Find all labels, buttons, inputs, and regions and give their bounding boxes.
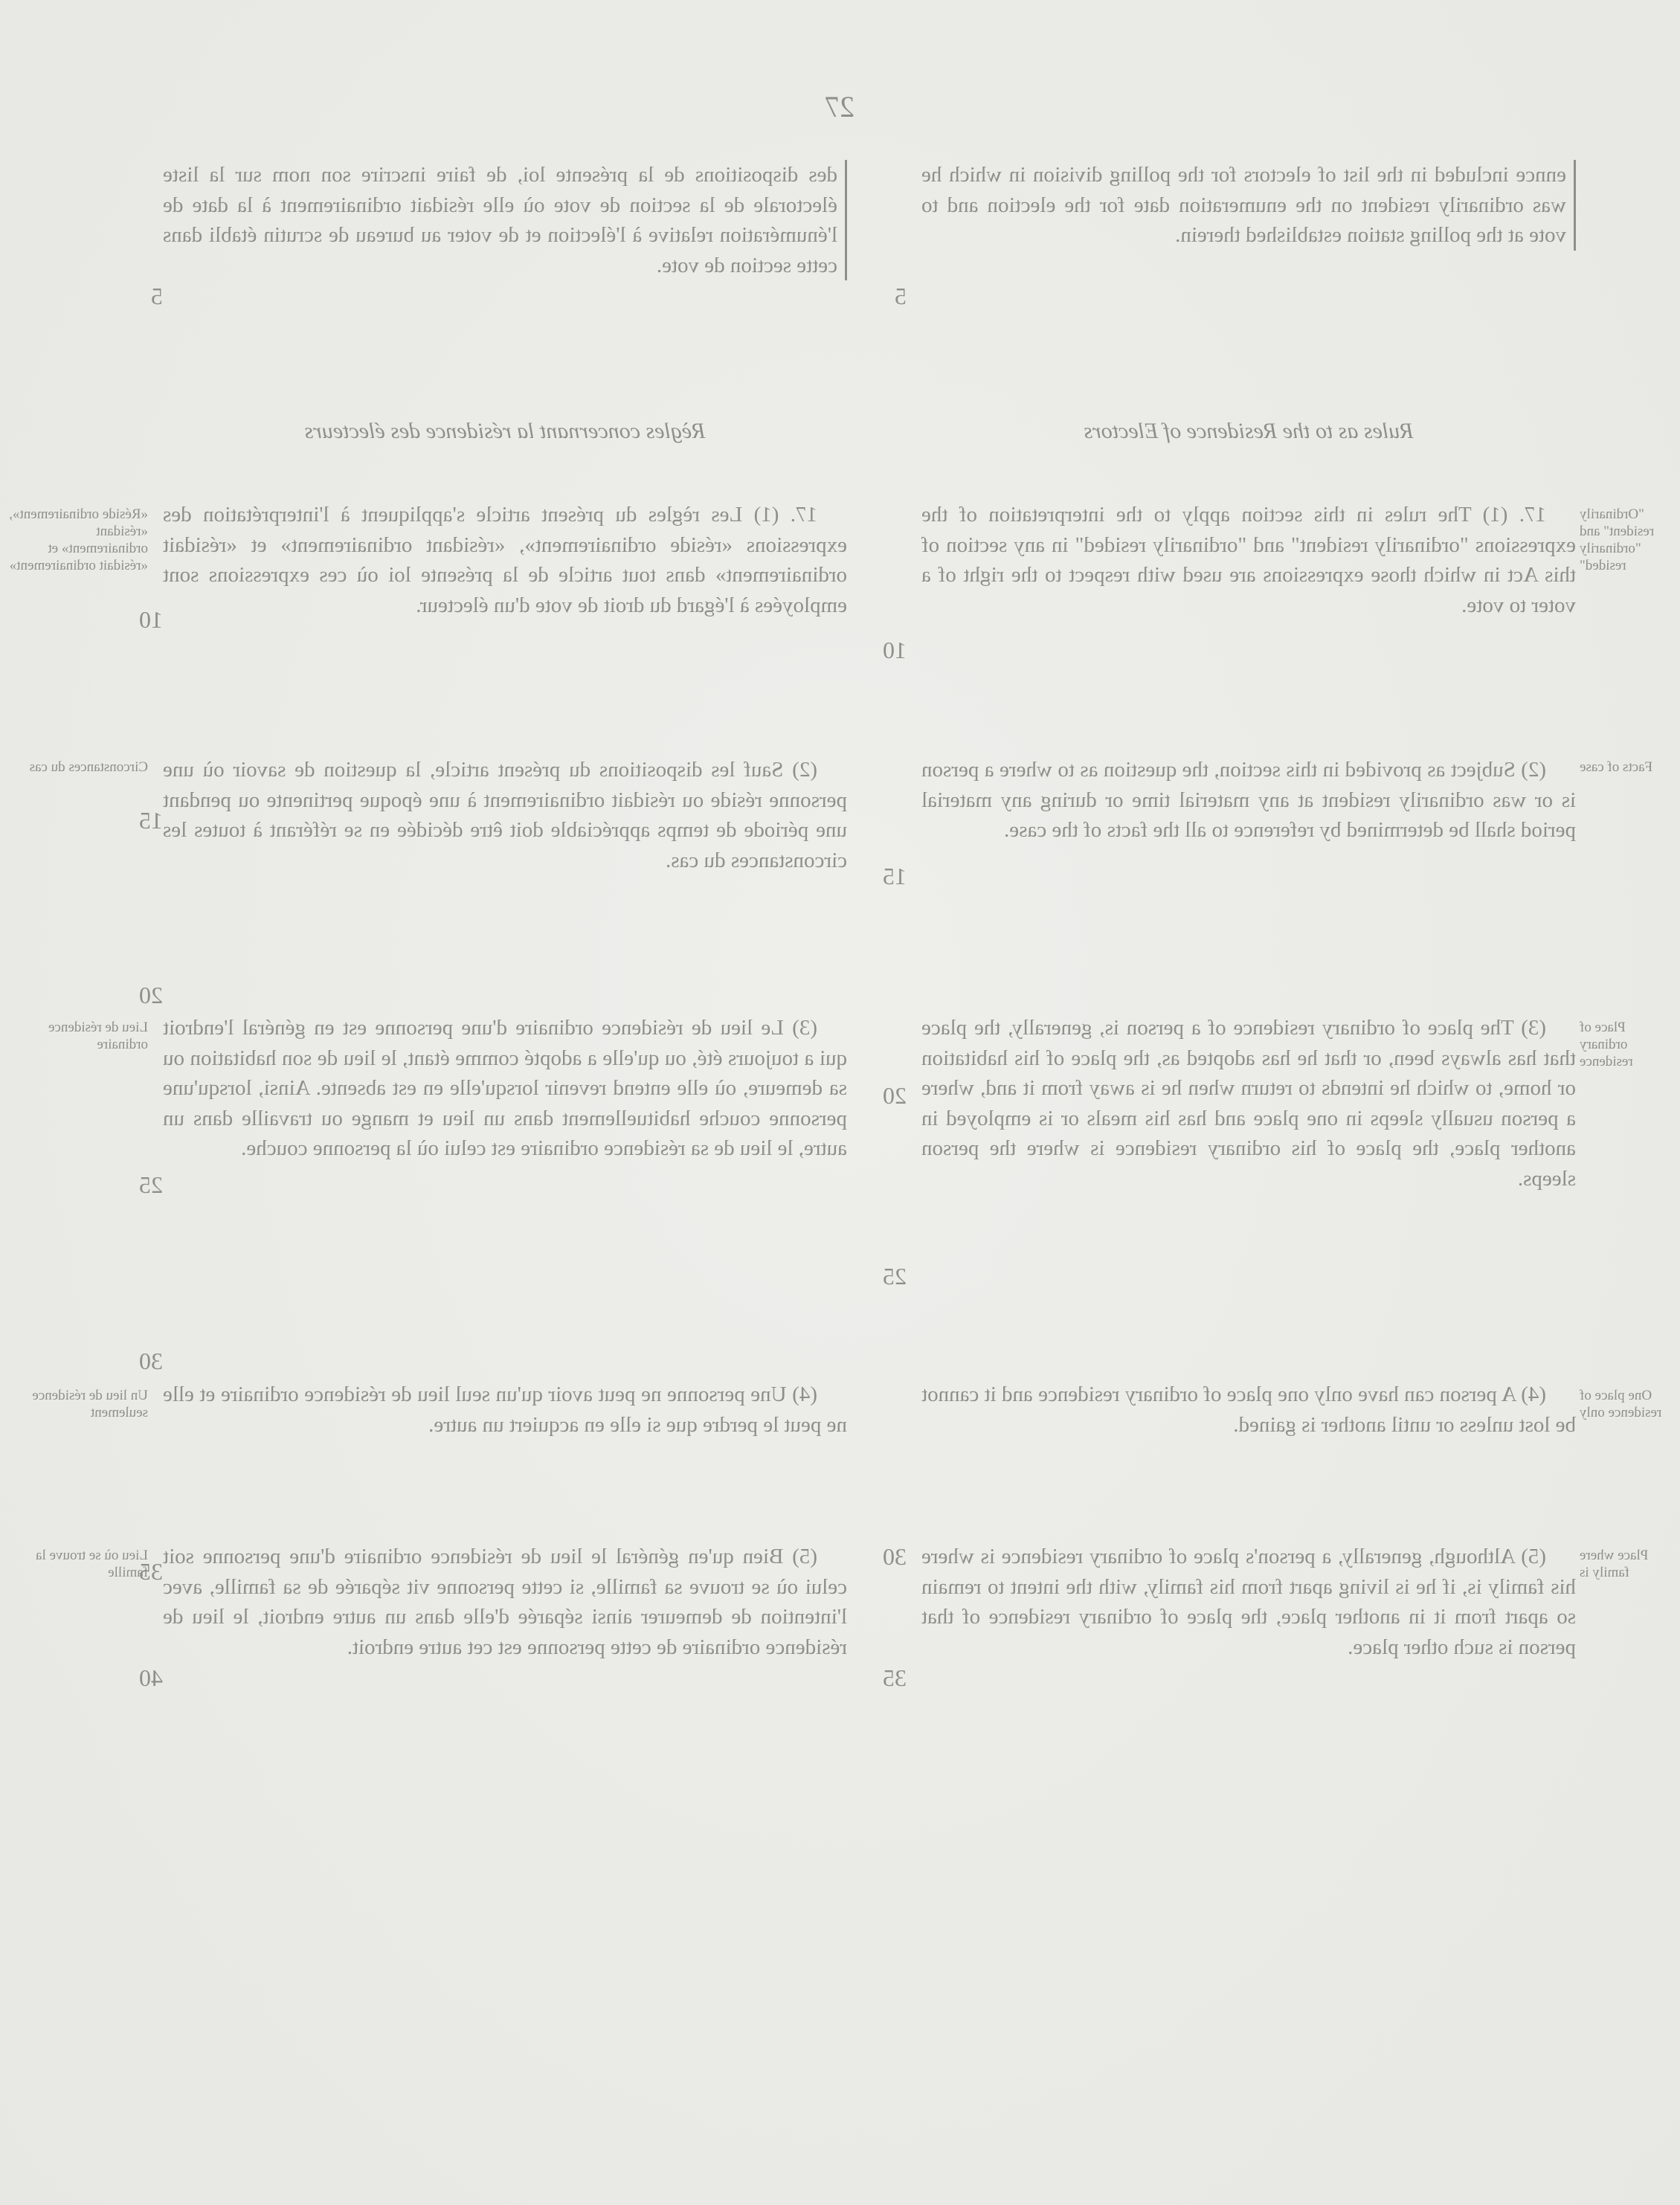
french-para-2-block bbox=[163, 755, 847, 875]
french-continuation-text: des dispositions de la présente loi, de faire inscrire son nom sur la liste électorale de la section de vote où elle résidait ordinairement à la date de l'énumération relative à l'élection et de voter au bureau de scrutin établi dans cette section de vote. bbox=[163, 160, 847, 280]
french-paragraph-1: 17. (1) Les règles du présent article s'appliquent à l'interprétation des expressions «réside ordinairement», «résidant ordinairement» et «résidait ordinairement» dans tout article de la présente loi où ces expressions sont employées à l'égard du droit de vote d'un électeur. bbox=[163, 503, 847, 617]
margin-note-fr-famille: Lieu où se trouve la famille bbox=[36, 1548, 148, 1580]
margin-note-fr-reside-ordinairement: «Réside ordinairement», «résidant ordinairement» et «résidait ordinairement» bbox=[9, 506, 148, 573]
english-paragraph-4: (4) A person can have only one place of ordinary residence and it cannot be lost unless or until another is gained. bbox=[921, 1382, 1576, 1437]
french-paragraph-4: (4) Une personne ne peut avoir qu'un seul lieu de résidence ordinaire et elle ne peut le perdre que si elle en acquiert un autre. bbox=[163, 1382, 847, 1437]
margin-note-fr-lieu-residence: Lieu de résidence ordinaire bbox=[48, 1020, 148, 1052]
line-number-en-35: 35 bbox=[883, 1664, 907, 1691]
margin-note-fr-un-lieu: Un lieu de résidence seulement bbox=[32, 1388, 148, 1420]
line-number-fr-15: 15 bbox=[139, 807, 163, 834]
english-para-2-block bbox=[921, 755, 1576, 846]
english-paragraph-5: (5) Although, generally, a person's place of ordinary residence is where his family is, if he is living apart from his family, with the intent to remain so apart from it in another place, the place of ordinary residence of that person is such other place. bbox=[921, 1545, 1576, 1659]
french-paragraph-5: (5) Bien qu'en général le lieu de résidence ordinaire d'une personne soit celui où se trouve sa famille, si cette personne vit séparée de sa famille, avec l'intention de demeurer ainsi séparée d'elle dans un autre endroit, le lieu de résidence ordinaire de cette personne est cet autre endroit. bbox=[163, 1545, 847, 1659]
page-number: 27 bbox=[825, 90, 855, 123]
english-continuation bbox=[921, 160, 1576, 251]
line-number-en-25: 25 bbox=[883, 1263, 907, 1290]
margin-note-en-place-of-residence: Place of ordinary residence bbox=[1580, 1020, 1633, 1069]
line-number-fr-25: 25 bbox=[139, 1171, 163, 1198]
margin-note-en-facts-of-case: Facts of case bbox=[1580, 759, 1653, 775]
english-para-5-block bbox=[921, 1542, 1576, 1662]
english-paragraph-3: (3) The place of ordinary residence of a person is, generally, the place that has always been, or that he has adopted as, the place of his habitation or home, to which he intends to return when he is away from it and, where a person usually sleeps in one place and has his meals or is employed in another place, the place of his ordinary residence is where the person sleeps. bbox=[921, 1016, 1576, 1191]
french-para-3-block bbox=[163, 1013, 847, 1164]
line-number-en-30: 30 bbox=[883, 1543, 907, 1570]
french-heading-block bbox=[163, 416, 847, 446]
french-section-heading: Règles concernant la résidence des électeurs bbox=[304, 419, 706, 443]
english-paragraph-1: 17. (1) The rules in this section apply to the interpretation of the expressions "ordinarily resident" and "ordinarily resided" in any section of this Act in which those expressions are used with respect to the right of a voter to vote. bbox=[921, 503, 1576, 617]
english-section-heading: Rules as to the Residence of Electors bbox=[1084, 419, 1414, 443]
french-para-4-block bbox=[163, 1380, 847, 1440]
margin-note-en-ordinarily-resident: "Ordinarily resident" and "ordinarily resided" bbox=[1580, 506, 1655, 573]
line-number-fr-30: 30 bbox=[139, 1348, 163, 1374]
line-number-en-20: 20 bbox=[883, 1082, 907, 1109]
french-paragraph-3: (3) Le lieu de résidence ordinaire d'une personne est en général l'endroit qui a toujours été, ou qu'elle a adopté comme étant, le lieu de son habitation ou sa demeure, où elle entend revenir lorsqu'elle en est absente. Ainsi, lorsqu'une personne couche habituellement dans un lieu et mange ou travaille dans un autre, le lieu de sa résidence ordinaire est celui où la personne couche. bbox=[163, 1016, 847, 1161]
english-paragraph-2: (2) Subject as provided in this section, the question as to where a person is or was ordinarily resident at any material time or during any material period shall be determined by reference to all the facts of the case. bbox=[921, 758, 1576, 843]
line-number-en-10: 10 bbox=[883, 637, 907, 663]
english-heading-block bbox=[921, 416, 1576, 446]
line-number-en-5: 5 bbox=[895, 283, 907, 309]
french-paragraph-2: (2) Sauf les dispositions du présent article, la question de savoir où une personne réside ou résidait ordinairement à une époque pertinente ou pendant une période de temps appréciable doit être décidée en se référant à toutes les circonstances du cas. bbox=[163, 758, 847, 872]
english-para-4-block bbox=[921, 1380, 1576, 1440]
line-number-fr-35: 35 bbox=[139, 1558, 163, 1585]
margin-note-en-one-place: One place of residence only bbox=[1580, 1388, 1662, 1420]
line-number-fr-40: 40 bbox=[139, 1664, 163, 1691]
french-para-1-block bbox=[163, 500, 847, 620]
line-number-fr-10: 10 bbox=[139, 606, 163, 633]
french-para-5-block bbox=[163, 1542, 847, 1662]
french-continuation bbox=[163, 160, 847, 280]
line-number-fr-5: 5 bbox=[151, 283, 163, 309]
english-continuation-text: ennce included in the list of electors for the polling division in which he was ordinarily resident on the enumeration date for the election and to vote at the polling station established therein. bbox=[921, 160, 1576, 251]
margin-note-fr-circonstances: Circonstances du cas bbox=[29, 759, 148, 775]
english-para-1-block bbox=[921, 500, 1576, 620]
margin-note-en-family: Place where family is bbox=[1580, 1548, 1649, 1580]
line-number-en-15: 15 bbox=[883, 863, 907, 889]
english-para-3-block bbox=[921, 1013, 1576, 1194]
line-number-fr-20: 20 bbox=[139, 982, 163, 1008]
